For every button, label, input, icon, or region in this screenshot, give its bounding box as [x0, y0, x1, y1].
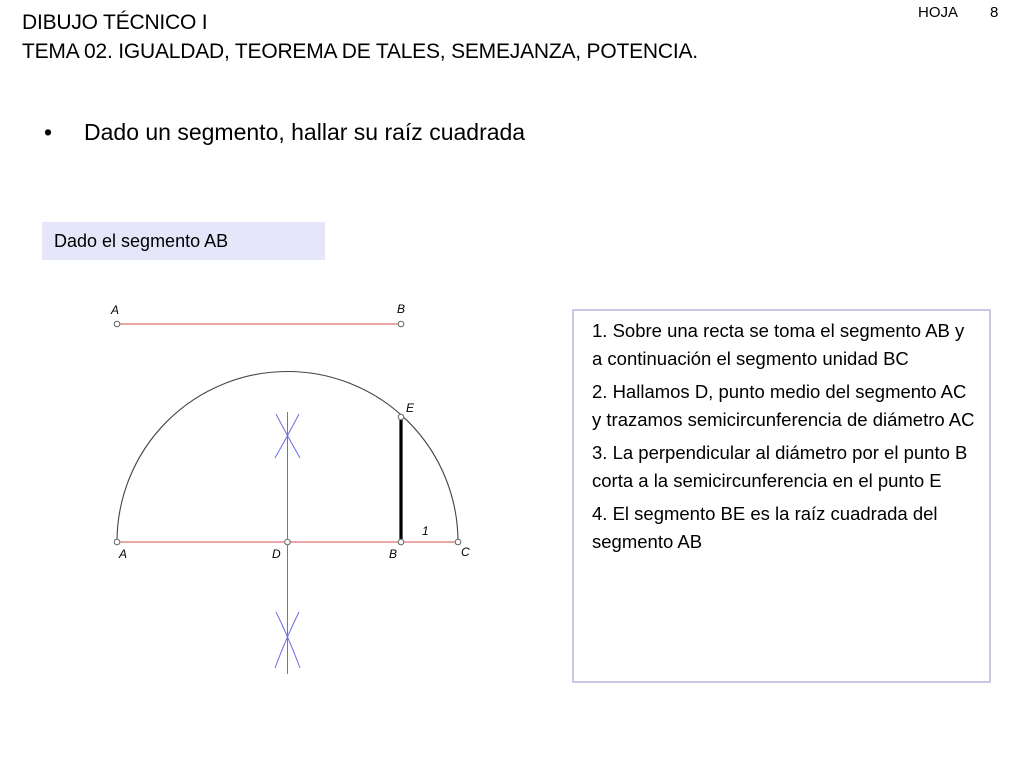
- step-4: 4. El segmento BE es la raíz cuadrada del segmento AB: [592, 503, 938, 552]
- point-e: [398, 414, 404, 420]
- step-1: 1. Sobre una recta se toma el segmento AB y a continuación el segmento unidad BC: [592, 320, 965, 369]
- given-label-b: B: [397, 302, 406, 316]
- label-b: B: [389, 547, 398, 561]
- point-a: [114, 539, 120, 545]
- given-data-text: Dado el segmento AB: [54, 231, 229, 251]
- sheet-label: HOJA: [918, 4, 959, 21]
- step-3: 3. La perpendicular al diámetro por el punto B corta a la semicircunferencia en el punto E: [592, 442, 968, 491]
- given-point-a: [114, 321, 120, 327]
- bullet-icon: •: [44, 119, 53, 145]
- problem-text: Dado un segmento, hallar su raíz cuadrada: [84, 119, 526, 145]
- label-c: C: [461, 545, 470, 559]
- given-label-a: A: [111, 303, 120, 317]
- label-e: E: [406, 401, 415, 415]
- point-d: [285, 539, 291, 545]
- point-c: [455, 539, 461, 545]
- given-point-b: [398, 321, 404, 327]
- sheet-number: 8: [990, 4, 999, 21]
- step-2: 2. Hallamos D, punto medio del segmento AC y trazamos semicircunferencia de diámetro AC: [592, 381, 975, 430]
- course-title: DIBUJO TÉCNICO I: [22, 11, 208, 34]
- topic-title: TEMA 02. IGUALDAD, TEOREMA DE TALES, SEMEJANZA, POTENCIA.: [22, 40, 698, 63]
- label-a: A: [119, 547, 128, 561]
- label-unit: 1: [422, 524, 429, 538]
- point-b: [398, 539, 404, 545]
- label-d: D: [272, 547, 281, 561]
